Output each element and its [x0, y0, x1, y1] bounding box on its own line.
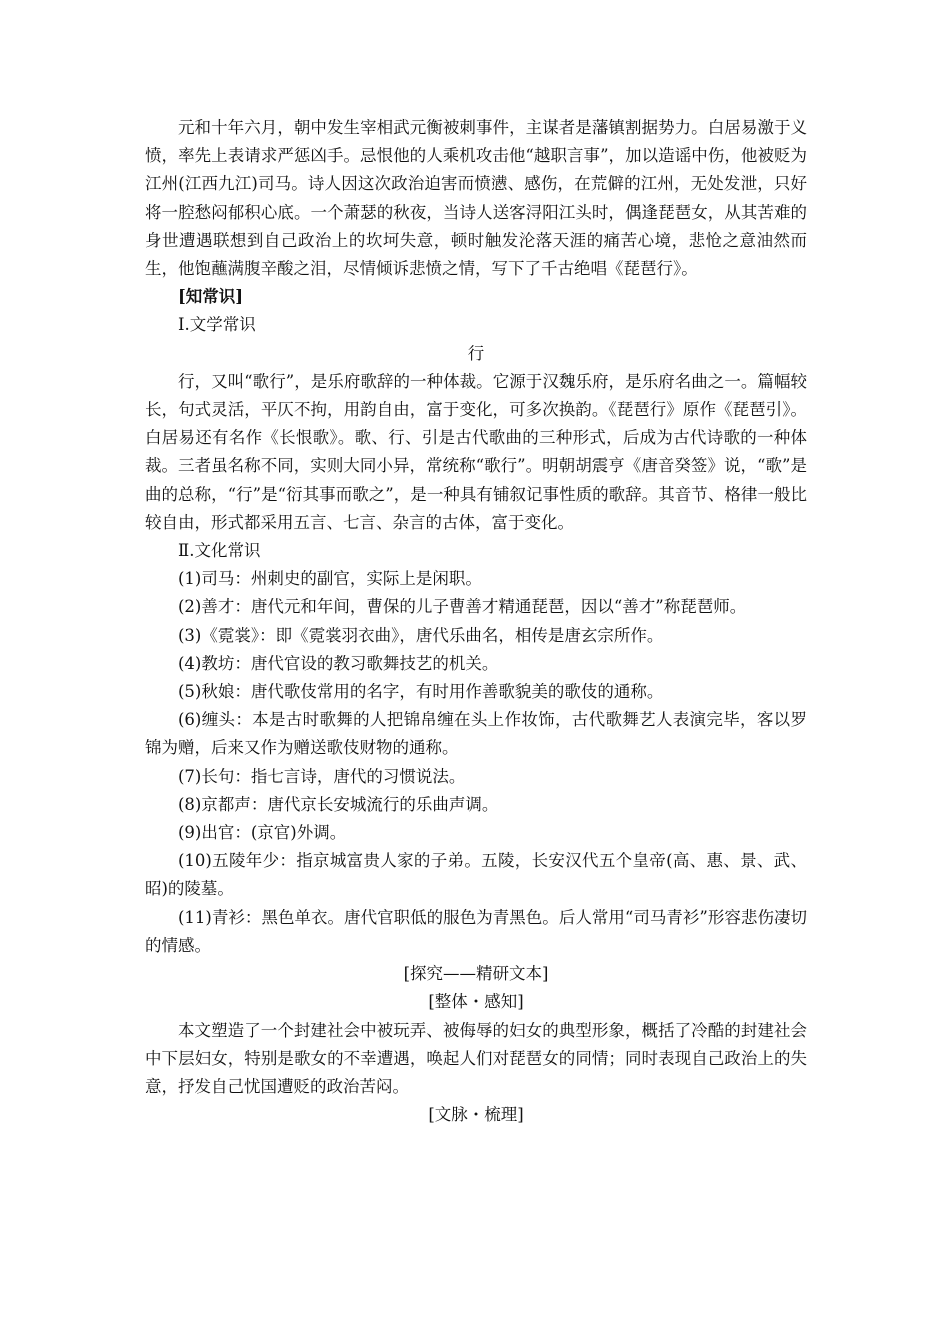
- intro-paragraph: 元和十年六月，朝中发生宰相武元衡被刺事件，主谋者是藩镇割据势力。白居易激于义愤，率先上表请求严惩凶手。忌恨他的人乘机攻击他“越职言事”，加以造谣中伤，他被贬为江州(江西九江)司马。诗人因这次政治迫害而愤懑、感伤，在荒僻的江州，无处发泄，只好将一腔愁闷郁积心底。一个萧瑟的秋夜，当诗人送客浔阳江头时，偶逢琵琶女，从其苦难的身世遭遇联想到自己政治上的坎坷失意，顿时触发沦落天涯的痛苦心境，悲怆之意油然而生，他饱蘸满腹辛酸之泪，尽情倾诉悲愤之情，写下了千古绝唱《琵琶行》。: [145, 118, 807, 279]
- document-page: [145, 114, 807, 1129]
- culture-item: (1)司马：州刺史的副官，实际上是闲职。: [178, 569, 482, 589]
- culture-item: (6)缠头：本是古时歌舞的人把锦帛缠在头上作妆饰，古代歌舞艺人表演完毕，客以罗锦为赠，后来又作为赠送歌伎财物的通称。: [145, 710, 807, 758]
- culture-item: (3)《霓裳》：即《霓裳羽衣曲》，唐代乐曲名，相传是唐玄宗所作。: [178, 625, 664, 645]
- culture-item: (9)出官：(京官)外调。: [178, 823, 347, 843]
- literature-paragraph: 行，又叫“歌行”，是乐府歌辞的一种体裁。它源于汉魏乐府，是乐府名曲之一。篇幅较长，句式灵活，平仄不拘，用韵自由，富于变化，可多次换韵。《琵琶行》原作《琵琶引》。白居易还有名作《长恨歌》。歌、行、引是古代歌曲的三种形式，后成为古代诗歌的一种体裁。三者虽名称不同，实则大同小异，常统称“歌行”。明朝胡震亨《唐音癸签》说，“歌”是曲的总称，“行”是“衍其事而歌之”，是一种具有铺叙记事性质的歌辞。其音节、格律一般比较自由，形式都采用五言、七言、杂言的古体，富于变化。: [145, 371, 807, 532]
- culture-item: (5)秋娘：唐代歌伎常用的名字，有时用作善歌貌美的歌伎的通称。: [178, 682, 664, 702]
- overall-heading: [整体・感知]: [428, 992, 524, 1012]
- culture-item: (2)善才：唐代元和年间，曹保的儿子曹善才精通琵琶，因以“善才”称琵琶师。: [178, 597, 747, 617]
- culture-item: (8)京都声：唐代京长安城流行的乐曲声调。: [178, 794, 499, 814]
- overall-paragraph: 本文塑造了一个封建社会中被玩弄、被侮辱的妇女的典型形象，概括了冷酷的封建社会中下层妇女，特别是歌女的不幸遭遇，唤起人们对琵琶女的同情；同时表现自己政治上的失意，抒发自己忧国遭贬的政治苦闷。: [145, 1020, 807, 1096]
- explore-heading: [探究——精研文本]: [403, 964, 549, 984]
- culture-item: (10)五陵年少：指京城富贵人家的子弟。五陵，长安汉代五个皇帝(高、惠、景、武、昭)的陵墓。: [145, 851, 807, 899]
- culture-list: [145, 565, 807, 960]
- culture-item: (11)青衫：黑色单衣。唐代官职低的服色为青黑色。后人常用“司马青衫”形容悲伤凄切的情感。: [145, 907, 807, 955]
- literature-heading: Ⅰ.文学常识: [178, 315, 256, 335]
- literature-title: 行: [467, 343, 485, 363]
- culture-item: (4)教坊：唐代官设的教习歌舞技艺的机关。: [178, 653, 499, 673]
- outline-heading: [文脉・梳理]: [428, 1105, 524, 1125]
- culture-item: (7)长句：指七言诗，唐代的习惯说法。: [178, 766, 466, 786]
- knowledge-heading: [知常识]: [178, 287, 244, 307]
- culture-heading: Ⅱ.文化常识: [178, 541, 261, 561]
